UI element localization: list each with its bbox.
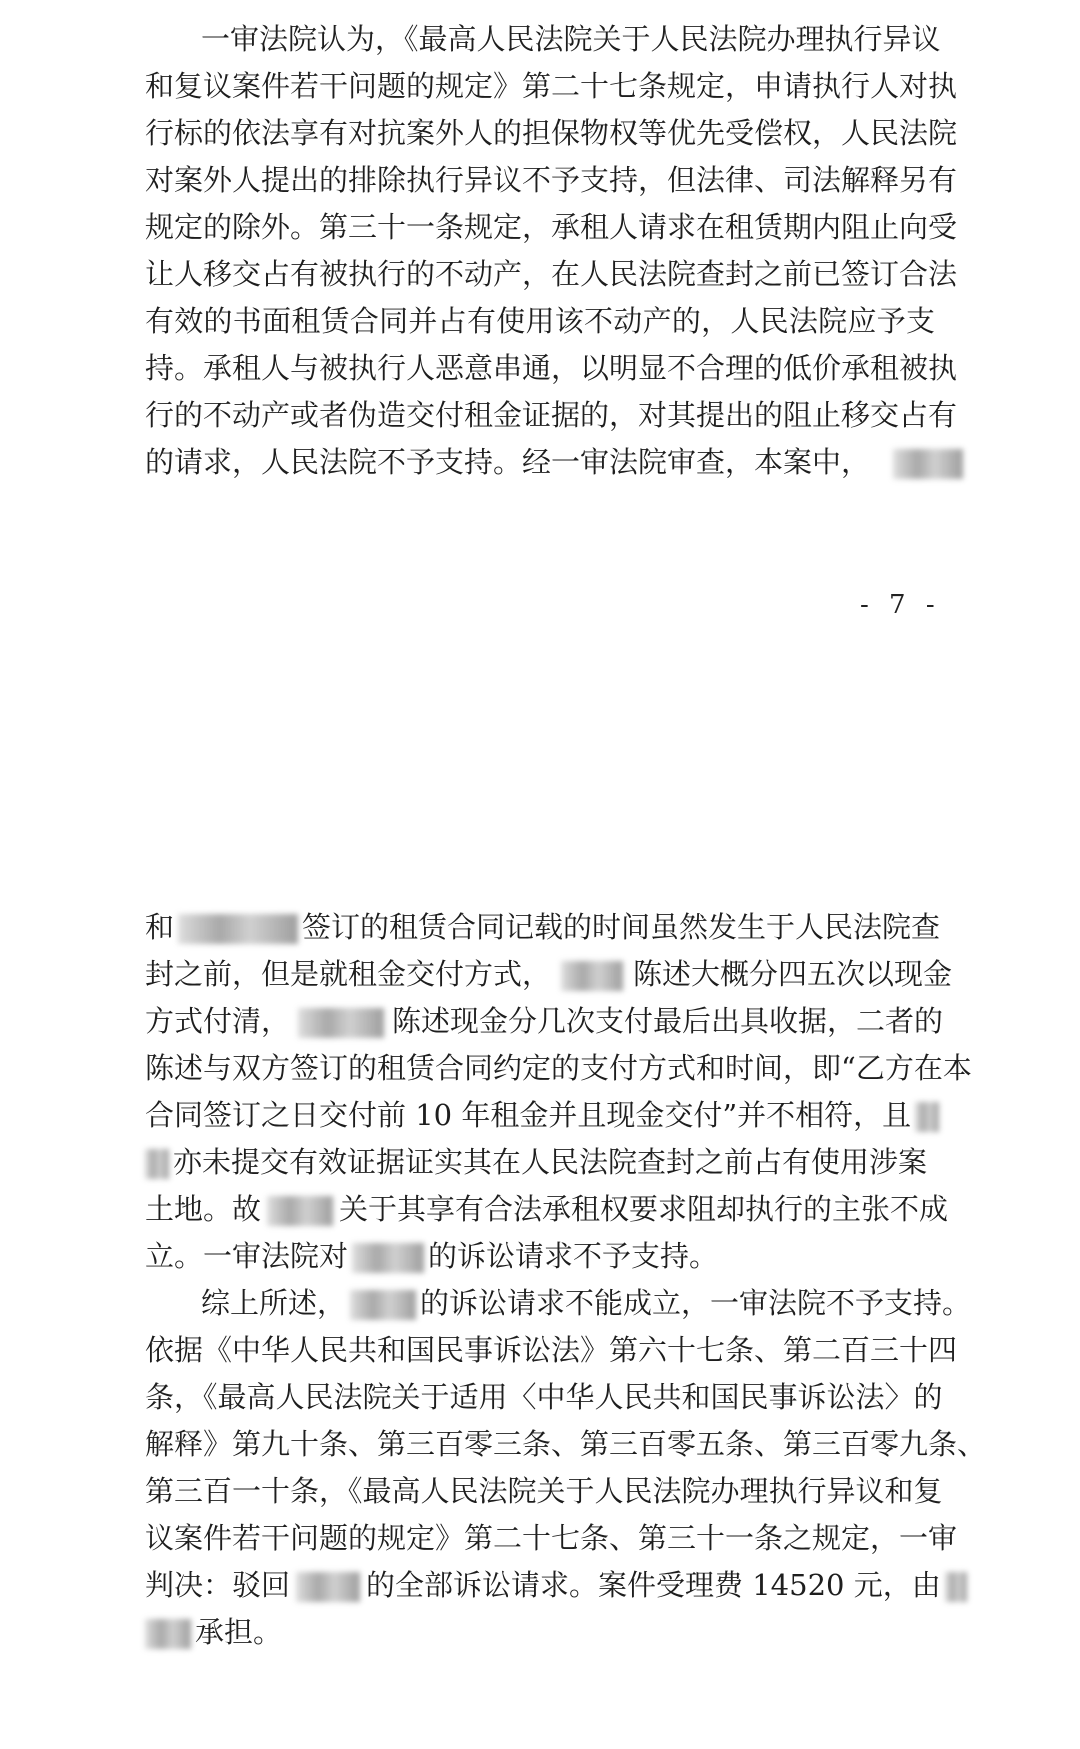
text-line: 对案外人提出的排除执行异议不予支持，但法律、司法解释另有 bbox=[145, 163, 958, 197]
text-line bbox=[145, 1558, 941, 1612]
redacted-name bbox=[267, 1196, 333, 1226]
text-line: 解释》第九十条、第三百零三条、第三百零五条、第三百零九条、 bbox=[145, 1427, 987, 1461]
text-span: 的诉讼请求不能成立，一审法院不予支持。 bbox=[420, 1286, 972, 1320]
redacted-name bbox=[945, 1572, 967, 1602]
text-line: 条，《最高人民法院关于适用〈中华人民共和国民事诉讼法〉的 bbox=[145, 1380, 943, 1414]
text-line bbox=[145, 1135, 935, 1189]
redacted-name bbox=[915, 1102, 939, 1132]
text-line: 规定的除外。第三十一条规定，承租人请求在租赁期内阻止向受 bbox=[145, 210, 958, 244]
text-line: 行标的依法享有对抗案外人的担保物权等优先受偿权，人民法院 bbox=[145, 116, 958, 150]
text-span: 立。一审法院对 bbox=[145, 1239, 349, 1273]
text-span: 土地。故 bbox=[145, 1192, 262, 1226]
text-span: 亦未提交有效证据证实其在人民法院查封之前占有使用涉案 bbox=[173, 1145, 928, 1179]
text-line bbox=[145, 1605, 935, 1659]
text-span: 判决：驳回 bbox=[145, 1568, 291, 1602]
text-line bbox=[145, 1182, 949, 1236]
text-line: 第三百一十条，《最高人民法院关于人民法院办理执行异议和复 bbox=[145, 1474, 943, 1508]
text-span: 综上所述， bbox=[201, 1286, 347, 1320]
text-span: 合同签订之日交付前 10 年租金并且现金交付”并不相符，且 bbox=[145, 1098, 912, 1132]
text-span: 的诉讼请求不予支持。 bbox=[428, 1239, 719, 1273]
text-line-with-redaction bbox=[145, 435, 935, 489]
redacted-name bbox=[350, 1290, 416, 1320]
text-line bbox=[145, 900, 941, 954]
text-span: 关于其享有合法承租权要求阻却执行的主张不成 bbox=[339, 1192, 949, 1226]
text-line: 一审法院认为，《最高人民法院关于人民法院办理执行异议 bbox=[201, 22, 941, 56]
text-span: 和 bbox=[145, 910, 175, 944]
redacted-name bbox=[178, 914, 298, 944]
text-span: 陈述大概分四五次以现金 bbox=[633, 957, 953, 991]
text-span: 陈述现金分几次支付最后出具收据，二者的 bbox=[392, 1004, 944, 1038]
text-line: 陈述与双方签订的租赁合同约定的支付方式和时间，即“乙方在本 bbox=[145, 1051, 972, 1085]
text-line bbox=[145, 1088, 935, 1142]
text-span: 签订的租赁合同记载的时间虽然发生于人民法院查 bbox=[302, 910, 941, 944]
text-line: 持。承租人与被执行人恶意串通，以明显不合理的低价承租被执 bbox=[145, 351, 958, 385]
text-line: 依据《中华人民共和国民事诉讼法》第六十七条、第二百三十四 bbox=[145, 1333, 958, 1367]
text-span: 的请求，人民法院不予支持。经一审法院审查，本案中， bbox=[145, 445, 871, 479]
redacted-name bbox=[296, 1572, 360, 1602]
text-span: 承担。 bbox=[195, 1615, 283, 1649]
text-line: 议案件若干问题的规定》第二十七条、第三十一条之规定，一审 bbox=[145, 1521, 958, 1555]
redacted-name bbox=[893, 449, 963, 479]
page-number: - 7 - bbox=[860, 590, 941, 620]
text-line: 行的不动产或者伪造交付租金证据的，对其提出的阻止移交占有 bbox=[145, 398, 958, 432]
redacted-name bbox=[145, 1619, 191, 1649]
text-line bbox=[145, 947, 953, 1001]
text-span: 的全部诉讼请求。案件受理费 14520 元，由 bbox=[366, 1568, 941, 1602]
redacted-name bbox=[145, 1149, 169, 1179]
redacted-name bbox=[352, 1243, 424, 1273]
text-line bbox=[145, 1276, 972, 1330]
text-span: 方式付清， bbox=[145, 1004, 291, 1038]
text-line bbox=[145, 994, 944, 1048]
redacted-name bbox=[298, 1008, 384, 1038]
text-line: 有效的书面租赁合同并占有使用该不动产的，人民法院应予支 bbox=[145, 304, 935, 338]
text-line: 让人移交占有被执行的不动产，在人民法院查封之前已签订合法 bbox=[145, 257, 958, 291]
text-line bbox=[145, 1229, 935, 1283]
redacted-name bbox=[561, 961, 623, 991]
text-line: 和复议案件若干问题的规定》第二十七条规定，申请执行人对执 bbox=[145, 69, 958, 103]
text-span: 封之前，但是就租金交付方式， bbox=[145, 957, 552, 991]
